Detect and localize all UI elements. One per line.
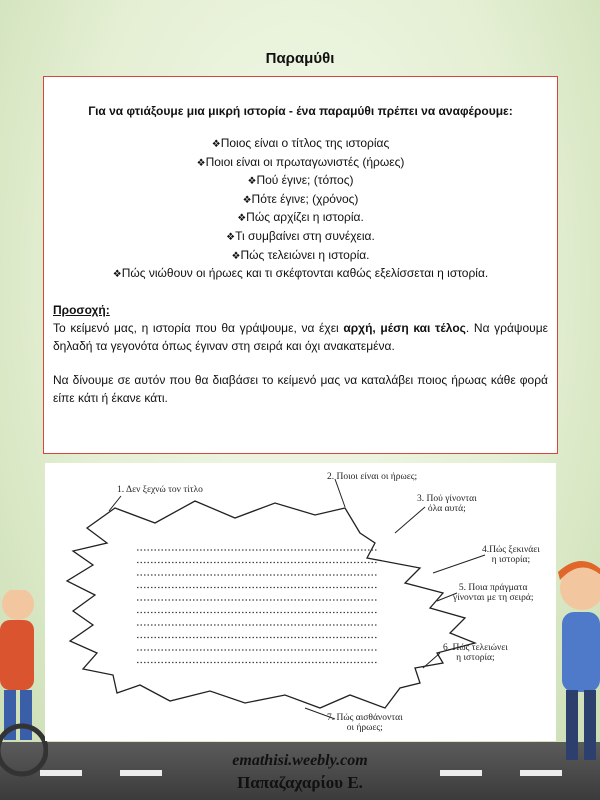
label-line: 3. Πού γίνονται — [417, 494, 477, 504]
label-line: όλα αυτά; — [427, 504, 466, 514]
arrow-4 — [433, 555, 485, 573]
attention-text: . Να γράψουμε δηλαδή τα γεγονότα όπως έγιναν στη σειρά και όχι ανακατεμένα. — [53, 320, 548, 353]
page-title: Παραμύθι — [265, 50, 335, 67]
attention-paragraph-2: Να δίνουμε σε αυτόν που θα διαβάσει το κείμενό μας να καταλάβει ποιος ήρωας κάθε φορά είπε κάτι ή έκανε κάτι. — [53, 372, 548, 405]
question-item: ❖ Τι συμβαίνει στη συνέχεια. — [53, 228, 548, 247]
starburst-shape — [67, 501, 475, 708]
label-line: η ιστορία; — [491, 555, 531, 565]
label-line: η ιστορία; — [456, 653, 495, 663]
arrow-2 — [335, 479, 345, 507]
questions-list — [53, 135, 548, 284]
attention-text: Το κείμενό μας, η ιστορία που θα γράψουμε, να έχει — [53, 320, 344, 335]
footer-author: Παπαζαχαρίου Ε. — [237, 773, 363, 792]
question-item: ❖ Ποιος είναι ο τίτλος της ιστορίας — [53, 135, 548, 154]
worksheet-label-feelings — [327, 713, 403, 733]
attention-heading: Προσοχή: — [53, 302, 110, 317]
question-item: ❖ Πότε έγινε; (χρόνος) — [53, 191, 548, 210]
question-item: ❖ Ποιοι είναι οι πρωταγωνιστές (ήρωες) — [53, 154, 548, 173]
worksheet-label-title — [117, 485, 203, 495]
instructions-card — [43, 76, 558, 454]
question-item: ❖ Πώς τελειώνει η ιστορία. — [53, 247, 548, 266]
worksheet-label-sequence — [453, 583, 533, 603]
label-line: 4.Πώς ξεκινάει — [482, 545, 540, 555]
intro-text: Για να φτιάξουμε μια μικρή ιστορία - ένα παραμύθι πρέπει να αναφέρουμε: — [88, 104, 513, 118]
label-line: 5. Ποια πράγματα — [458, 583, 528, 593]
label-line: 6. Πώς τελειώνει — [443, 643, 508, 653]
worksheet-label-beginning — [482, 545, 540, 565]
worksheet-label-heroes — [327, 472, 417, 482]
attention-paragraph-1 — [53, 319, 548, 355]
footer-website: emathisi.weebly.com — [232, 752, 368, 769]
story-worksheet — [45, 463, 556, 741]
label-line: 7. Πώς αισθάνονται — [327, 713, 403, 723]
worksheet-label-place — [417, 494, 477, 514]
label-line: οι ήρωες; — [346, 723, 383, 733]
attention-emphasis: αρχή, μέση και τέλος — [343, 320, 466, 335]
question-item: ❖ Πού έγινε; (τόπος) — [53, 172, 548, 191]
label-line: γίνονται με τη σειρά; — [453, 593, 534, 603]
worksheet-label-ending — [443, 643, 508, 663]
label-line: 1. Δεν ξεχνώ τον τίτλο — [117, 485, 203, 495]
label-line: 2. Ποιοι είναι οι ήρωες; — [327, 472, 418, 482]
question-item: ❖ Πώς αρχίζει η ιστορία. — [53, 209, 548, 228]
question-item: ❖ Πώς νιώθουν οι ήρωες και τι σκέφτονται καθώς εξελίσσεται η ιστορία. — [53, 265, 548, 284]
